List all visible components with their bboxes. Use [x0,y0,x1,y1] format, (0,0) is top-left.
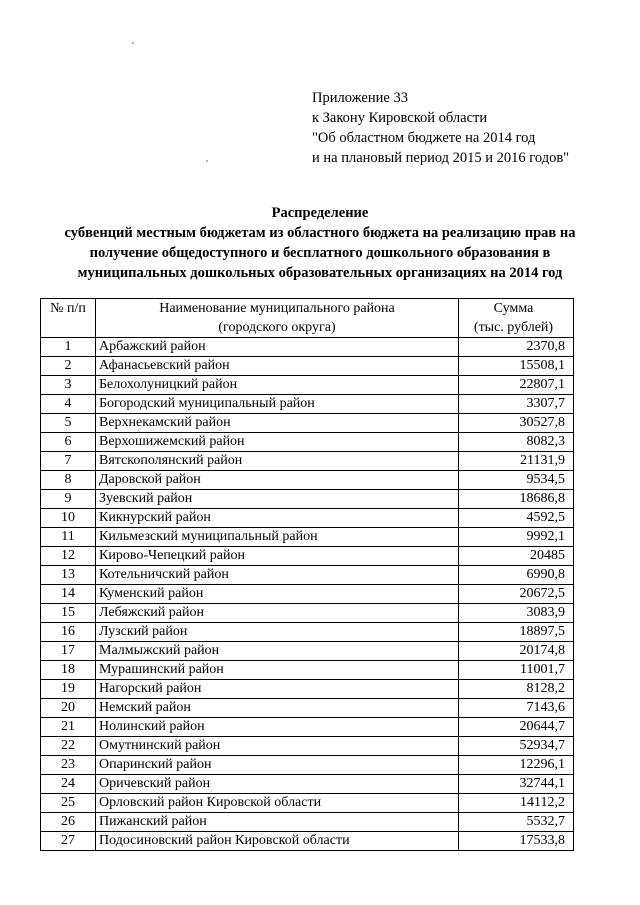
row-number: 21 [41,718,96,737]
row-number: 6 [41,433,96,452]
title-line-1: Распределение [271,205,369,221]
table-row [41,509,574,528]
row-sum: 52934,7 [459,737,574,756]
row-sum: 6990,8 [459,566,574,585]
row-sum: 15508,1 [459,357,574,376]
table-row [41,357,574,376]
row-district: Нолинский район [96,718,459,737]
row-number: 23 [41,756,96,775]
header-name-line-1: Наименование муниципального района [159,301,395,316]
row-number: 17 [41,642,96,661]
row-district: Немский район [96,699,459,718]
row-district: Верхошижемский район [96,433,459,452]
row-district: Кирово-Чепецкий район [96,547,459,566]
table-row [41,832,574,851]
table-row [41,452,574,471]
row-number: 13 [41,566,96,585]
table-row [41,566,574,585]
row-sum: 18897,5 [459,623,574,642]
row-sum: 2370,8 [459,338,574,357]
title-line-3: получение общедоступного и бесплатного дошкольного образования в [89,245,551,261]
row-district: Подосиновский район Кировской области [96,832,459,851]
row-district: Лебяжский район [96,604,459,623]
table-row [41,775,574,794]
header-sum [459,299,574,338]
scan-speck [132,42,134,44]
table-row [41,623,574,642]
row-number: 27 [41,832,96,851]
row-sum: 20174,8 [459,642,574,661]
row-number: 20 [41,699,96,718]
row-district: Верхнекамский район [96,414,459,433]
row-number: 16 [41,623,96,642]
table-row [41,756,574,775]
row-number: 7 [41,452,96,471]
header-sum-line-1: Сумма [493,301,534,316]
row-sum: 4592,5 [459,509,574,528]
header-sum-line-2: (тыс. рублей) [473,320,554,335]
scan-speck [206,160,208,162]
appendix-law-ref: к Закону Кировской области [312,110,488,126]
row-sum: 32744,1 [459,775,574,794]
row-sum: 9534,5 [459,471,574,490]
header-name-line-2: (городского округа) [218,320,336,335]
row-district: Омутнинский район [96,737,459,756]
row-sum: 5532,7 [459,813,574,832]
appendix-heading [312,88,569,168]
table-row [41,338,574,357]
table-row [41,604,574,623]
table-row [41,395,574,414]
table-body [41,338,574,851]
row-number: 25 [41,794,96,813]
table-row [41,414,574,433]
table-row [41,718,574,737]
distribution-table [40,298,574,851]
row-sum: 22807,1 [459,376,574,395]
table-row [41,680,574,699]
row-district: Мурашинский район [96,661,459,680]
row-district: Даровской район [96,471,459,490]
row-number: 4 [41,395,96,414]
table-row [41,813,574,832]
table-row [41,794,574,813]
row-number: 10 [41,509,96,528]
row-number: 11 [41,528,96,547]
title-line-4: муниципальных дошкольных образовательных организациях на 2014 год [77,265,563,281]
header-number: № п/п [41,299,96,338]
row-district: Малмыжский район [96,642,459,661]
table-row [41,471,574,490]
row-number: 12 [41,547,96,566]
table-row [41,547,574,566]
row-number: 2 [41,357,96,376]
row-sum: 17533,8 [459,832,574,851]
row-number: 15 [41,604,96,623]
appendix-law-title: "Об областном бюджете на 2014 год [312,130,536,146]
row-district: Белохолуницкий район [96,376,459,395]
row-sum: 9992,1 [459,528,574,547]
table-row [41,585,574,604]
row-number: 9 [41,490,96,509]
row-district: Куменский район [96,585,459,604]
row-sum: 11001,7 [459,661,574,680]
table-row [41,490,574,509]
row-number: 22 [41,737,96,756]
row-district: Орловский район Кировской области [96,794,459,813]
row-sum: 8082,3 [459,433,574,452]
table-row [41,376,574,395]
row-district: Кильмезский муниципальный район [96,528,459,547]
table-row [41,661,574,680]
row-district: Нагорский район [96,680,459,699]
row-sum: 14112,2 [459,794,574,813]
row-sum: 21131,9 [459,452,574,471]
table-row [41,642,574,661]
table-row [41,699,574,718]
row-number: 3 [41,376,96,395]
row-district: Оричевский район [96,775,459,794]
row-number: 24 [41,775,96,794]
appendix-law-period: и на плановый период 2015 и 2016 годов" [312,150,570,166]
row-sum: 7143,6 [459,699,574,718]
appendix-number: Приложение 33 [312,90,408,106]
row-district: Арбажский район [96,338,459,357]
row-number: 14 [41,585,96,604]
row-sum: 20644,7 [459,718,574,737]
table-row [41,528,574,547]
row-district: Вятскополянский район [96,452,459,471]
row-number: 5 [41,414,96,433]
row-district: Афанасьевский район [96,357,459,376]
row-sum: 20485 [459,547,574,566]
row-district: Опаринский район [96,756,459,775]
row-district: Зуевский район [96,490,459,509]
row-sum: 3083,9 [459,604,574,623]
row-district: Кикнурский район [96,509,459,528]
row-sum: 3307,7 [459,395,574,414]
row-number: 18 [41,661,96,680]
row-sum: 12296,1 [459,756,574,775]
row-number: 1 [41,338,96,357]
table-header-row [41,299,574,338]
row-number: 8 [41,471,96,490]
title-line-2: субвенций местным бюджетам из областного бюджета на реализацию прав на [64,225,576,241]
table-row [41,737,574,756]
row-sum: 20672,5 [459,585,574,604]
row-district: Пижанский район [96,813,459,832]
row-number: 19 [41,680,96,699]
row-sum: 8128,2 [459,680,574,699]
row-number: 26 [41,813,96,832]
row-sum: 30527,8 [459,414,574,433]
header-name [96,299,459,338]
row-sum: 18686,8 [459,490,574,509]
document-title [0,203,640,283]
row-district: Лузский район [96,623,459,642]
table-row [41,433,574,452]
row-district: Богородский муниципальный район [96,395,459,414]
row-district: Котельничский район [96,566,459,585]
